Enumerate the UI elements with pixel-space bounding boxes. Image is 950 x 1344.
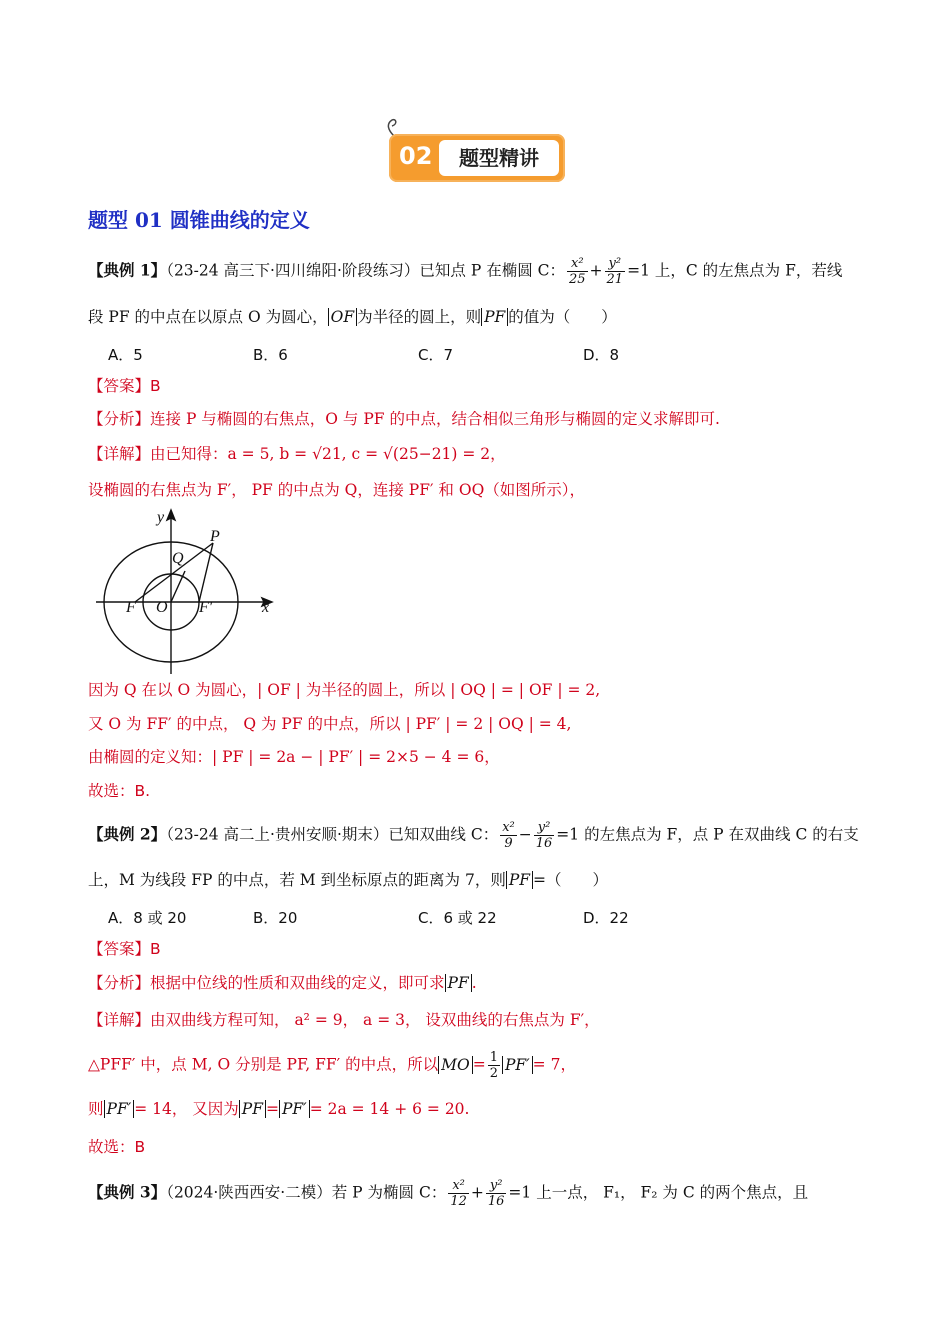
ex2-line2: 上，M 为线段 FP 的中点，若 M 到坐标原点的距离为 7，则 PF =（ ） xyxy=(88,871,609,889)
ex2-option-c: C．6 或 22 xyxy=(418,909,497,927)
banner-number: 02 xyxy=(399,142,433,170)
ex1-option-a: A．5 xyxy=(108,346,143,364)
label-q: Q xyxy=(172,550,184,567)
label-o: O xyxy=(156,599,168,616)
ex2-option-d: D．22 xyxy=(583,909,629,927)
ex1-line5: 由椭圆的定义知：| PF | = 2a − | PF′ | = 2×5 − 4 = 6， xyxy=(88,748,500,766)
ex2-line3: △PFF′ 中，点 M, O 分别是 PF, FF′ 的中点，所以 MO = $\frac{1}{2}$ PF′ = 7， xyxy=(88,1050,576,1081)
ex2-option-a: A．8 或 20 xyxy=(108,909,187,927)
ex2-frac1: $\frac{\text{x²}}{9}$ xyxy=(502,820,515,851)
ex2-line1: 【典例 2】（23-24 高二上·贵州安顺·期末）已知双曲线 C： $\frac{\text{x²}}{9}$ − $\frac{\text{y²}}{16}$ =1 的左焦点为 F，点 P 在双曲线 C 的右支 xyxy=(88,820,859,851)
ex1-frac2: $\frac{\text{y²}}{21}$ xyxy=(606,256,624,287)
ex3-frac1: $\frac{\text{x²}}{12}$ xyxy=(450,1178,467,1209)
ex1-answer: 【答案】B xyxy=(88,377,161,395)
ex2-analysis: 【分析】根据中位线的性质和双曲线的定义，即可求 PF . xyxy=(88,974,477,992)
ex3-tag: 【典例 3】 xyxy=(88,1182,167,1202)
segment-oq xyxy=(171,571,185,602)
ex1-line2: 段 PF 的中点在以原点 O 为圆心， OF 为半径的圆上，则 PF 的值为（ ） xyxy=(88,308,617,326)
label-x: x xyxy=(262,599,270,616)
ex1-conclusion: 故选：B. xyxy=(88,782,151,800)
ex1-tag: 【典例 1】 xyxy=(88,260,167,280)
ex2-option-b: B．20 xyxy=(253,909,298,927)
ex1-line4: 又 O 为 FF′ 的中点， Q 为 PF 的中点，所以 | PF′ | = 2 | OQ | = 4, xyxy=(88,715,572,733)
ex2-conclusion: 故选：B xyxy=(88,1138,146,1156)
ellipse-figure xyxy=(96,506,286,676)
ex1-analysis: 【分析】连接 P 与椭圆的右焦点，O 与 PF 的中点，结合相似三角形与椭圆的定义求解即可. xyxy=(88,410,720,428)
label-p: P xyxy=(210,528,220,545)
ex1-option-c: C．7 xyxy=(418,346,454,364)
ex1-option-d: D．8 xyxy=(583,346,620,364)
label-f: F xyxy=(126,599,136,616)
ex1-frac1: $\frac{\text{x²}}{25}$ xyxy=(568,256,586,287)
section-banner xyxy=(389,134,565,182)
ex2-line4: 则 PF′ = 14， 又因为 PF = PF′ = 2a = 14 + 6 = 20. xyxy=(88,1100,470,1118)
ex3-frac2: $\frac{\text{y²}}{16}$ xyxy=(487,1178,505,1209)
ex2-frac2: $\frac{\text{y²}}{16}$ xyxy=(535,820,553,851)
section-heading: 题型 01 圆锥曲线的定义 xyxy=(88,208,310,232)
ex2-detail: 【详解】由双曲线方程可知， a² = 9， a = 3， 设双曲线的右焦点为 F′， xyxy=(88,1011,600,1029)
ex2-source: （23-24 高二上·贵州安顺·期末） xyxy=(166,825,389,844)
ex1-line3: 因为 Q 在以 O 为圆心，| OF | 为半径的圆上，所以 | OQ | = | OF | = 2, xyxy=(88,681,601,699)
ex1-detail2: 设椭圆的右焦点为 F′， PF 的中点为 Q，连接 PF′ 和 OQ（如图所示）， xyxy=(88,481,586,499)
y-axis-arrow xyxy=(167,510,175,520)
ex1-option-b: B．6 xyxy=(253,346,288,364)
ex3-source: （2024·陕西西安·二模） xyxy=(166,1183,332,1202)
ex3-line1: 【典例 3】（2024·陕西西安·二模）若 P 为椭圆 C： $\frac{\text{x²}}{12}$ + $\frac{\text{y²}}{16}$ =1 上一点， F₁， F₂ 为 C 的两个焦点，且 xyxy=(88,1178,809,1209)
ex2-answer: 【答案】B xyxy=(88,940,161,958)
ex1-source: （23-24 高三下·四川绵阳·阶段练习） xyxy=(166,261,420,280)
label-f2: F′ xyxy=(199,599,213,616)
banner-label: 题型精讲 xyxy=(439,140,559,176)
ex2-tag: 【典例 2】 xyxy=(88,824,167,844)
ex1-detail: 【详解】由已知得：a = 5, b = √21, c = √(25−21) = 2， xyxy=(88,445,506,463)
label-y: y xyxy=(157,509,165,526)
ex1-line1: 【典例 1】（23-24 高三下·四川绵阳·阶段练习）已知点 P 在椭圆 C： $\frac{\text{x²}}{25}$ + $\frac{\text{y²}}{21}$ =1 上，C 的左焦点为 F，若线 xyxy=(88,256,843,287)
